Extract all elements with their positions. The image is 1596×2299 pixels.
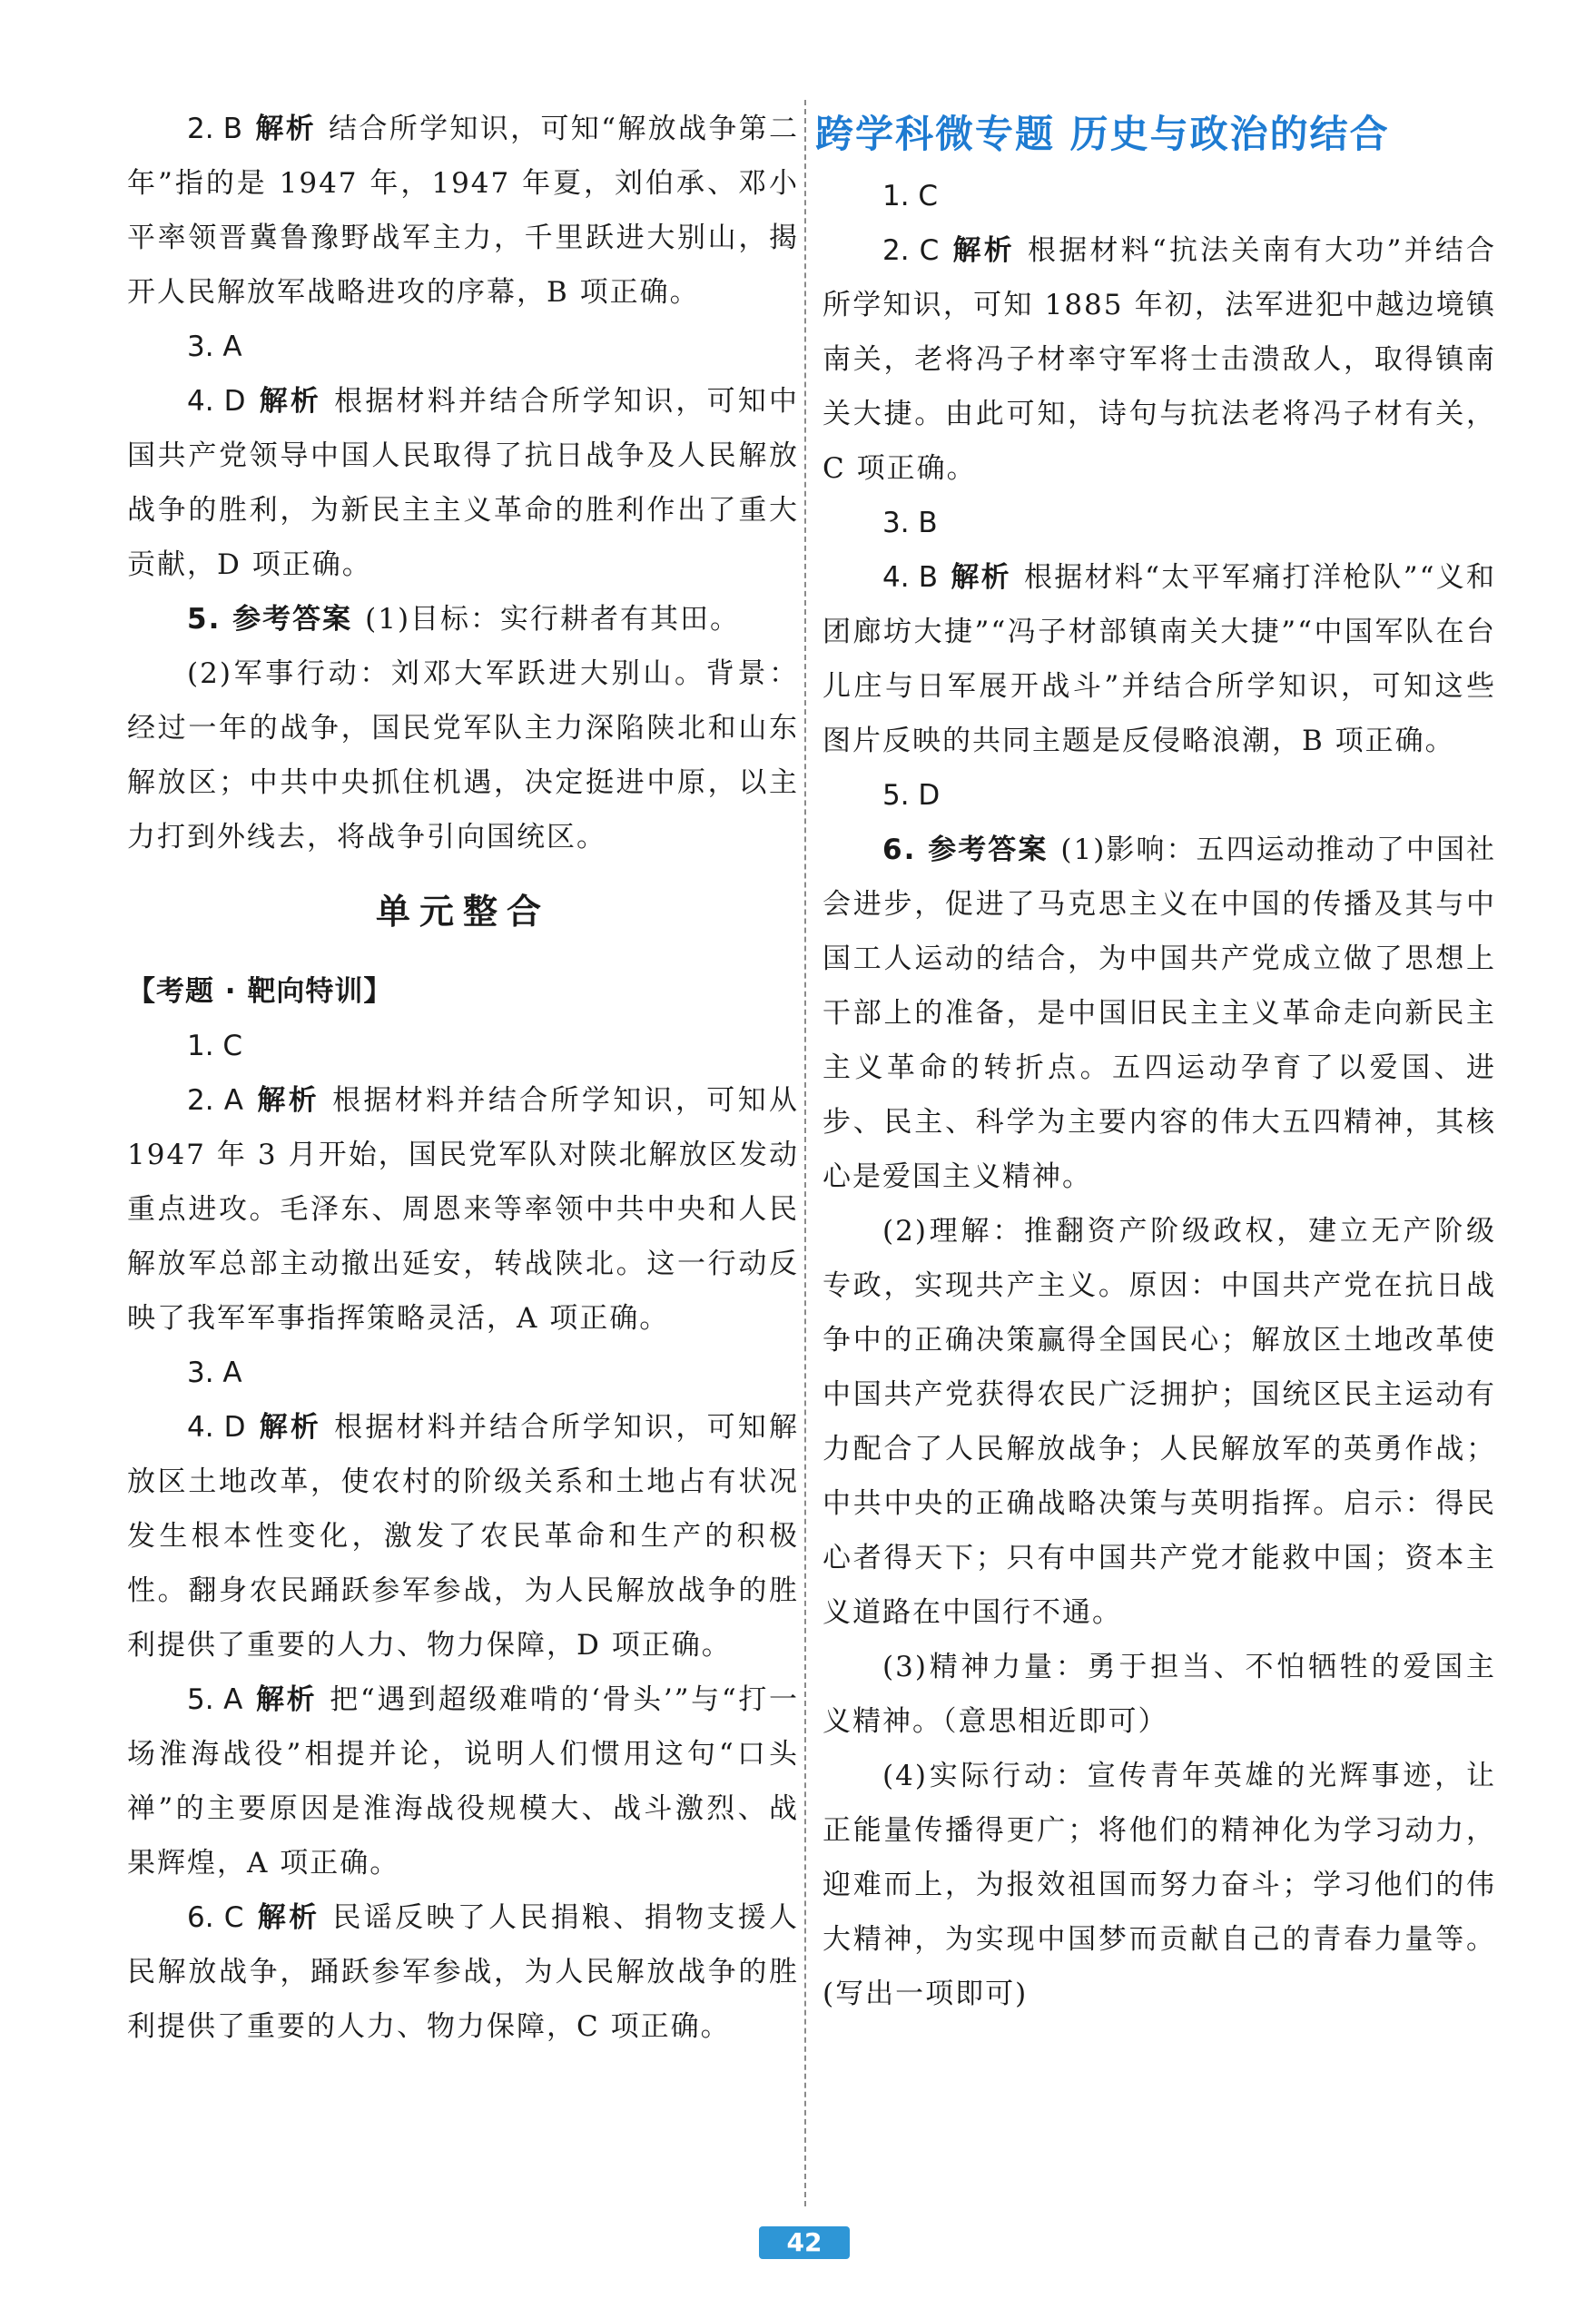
answer-number: 1. C	[187, 1030, 243, 1062]
answer-item	[823, 768, 1496, 823]
answer-number: 4. D	[187, 1411, 246, 1444]
analysis-text: 根据材料并结合所学知识，可知中国共产党领导中国人民取得了抗日战争及人民解放战争的胜利，为新民主主义革命的胜利作出了重大贡献，D 项正确。	[127, 385, 800, 581]
answer-item	[823, 223, 1496, 496]
answer-item	[127, 1019, 799, 1073]
answer-item	[127, 320, 799, 374]
section-subheading: 【考题 · 靶向特训】	[127, 975, 393, 1008]
answer-item	[127, 102, 799, 320]
analysis-label: 解析	[255, 113, 317, 145]
answer-item	[127, 1073, 799, 1346]
answer-number: 5. A	[187, 1683, 243, 1716]
analysis-label: 解析	[256, 1901, 320, 1934]
analysis-label: 解析	[951, 234, 1015, 267]
answer-text: (2)军事行动：刘邓大军跃进大别山。背景：经过一年的战争，国民党军队主力深陷陕北和山东解放区；中共中央抓住机遇，决定挺进中原，以主力打到外线去，将战争引向国统区。	[127, 657, 799, 853]
page-number-badge: 42	[759, 2226, 850, 2259]
analysis-label: 解析	[258, 385, 322, 418]
analysis-label: 解析	[255, 1683, 318, 1716]
answer-number: 3. A	[187, 1357, 242, 1389]
answer-item	[823, 550, 1496, 768]
answer-item	[127, 1890, 799, 2054]
answer-item	[127, 1346, 799, 1400]
answer-item	[823, 496, 1496, 550]
answer-number: 6. C	[187, 1901, 244, 1934]
reference-answer-label: 6. 参考答案	[882, 834, 1049, 866]
analysis-label: 解析	[951, 561, 1011, 594]
answer-number: 1. C	[882, 180, 939, 212]
answer-item	[823, 823, 1496, 1204]
analysis-text: 根据材料“太平军痛打洋枪队”“义和团廊坊大捷”“冯子材部镇南关大捷”“中国军队在台儿庄与日军展开战斗”并结合所学知识，可知这些图片反映的共同主题是反侵略浪潮，B 项正确。	[823, 561, 1497, 757]
answer-item	[823, 169, 1496, 223]
left-column	[127, 102, 799, 2054]
answer-number: 2. A	[187, 1084, 243, 1117]
right-column	[815, 102, 1497, 2021]
answer-number: 3. A	[187, 331, 242, 363]
analysis-text: 民谣反映了人民捐粮、捐物支援人民解放战争，踊跃参军参战，为人民解放战争的胜利提供了重要的人力、物力保障，C 项正确。	[127, 1901, 800, 2043]
section-title: 单元整合	[375, 892, 550, 932]
answer-number: 3. B	[882, 507, 938, 539]
analysis-text: 根据材料“抗法关南有大功”并结合所学知识，可知 1885 年初，法军进犯中越边境镇南关，老将冯子材率守军将士击溃敌人，取得镇南关大捷。由此可知，诗句与抗法老将冯子材有关，C 项正确。	[823, 234, 1497, 485]
analysis-text: 把“遇到超级难啃的‘骨头’”与“打一场淮海战役”相提并论，说明人们惯用这句“口头禅”的主要原因是淮海战役规模大、战斗激烈、战果辉煌，A 项正确。	[127, 1683, 799, 1880]
answer-item	[127, 1672, 799, 1890]
answer-number: 4. B	[882, 561, 939, 594]
answer-text: (1)影响：五四运动推动了中国社会进步，促进了马克思主义在中国的传播及其与中国工人运动的结合，为中国共产党成立做了思想上干部上的准备，是中国旧民主主义革命走向新民主主义革命的转折点。五四运动孕育了以爱国、进步、民主、科学为主要内容的伟大五四精神，其核心是爱国主义精神。	[823, 834, 1496, 1193]
column-divider	[804, 100, 806, 2206]
analysis-text: 根据材料并结合所学知识，可知从 1947 年 3 月开始，国民党军队对陕北解放区发动重点进攻。毛泽东、周恩来等率领中共中央和人民解放军总部主动撤出延安，转战陕北。这一行动反映了我军军事指挥策略灵活，A 项正确。	[127, 1084, 800, 1335]
answer-text: (2)理解：推翻资产阶级政权，建立无产阶级专政，实现共产主义。原因：中国共产党在抗日战争中的正确决策赢得全国民心；解放区土地改革使中国共产党获得农民广泛拥护；国统区民主运动有力配合了人民解放战争；人民解放军的英勇作战；中共中央的正确战略决策与英明指挥。启示：得民心者得天下；只有中国共产党才能救中国；资本主义道路在中国行不通。	[823, 1215, 1496, 1629]
answer-item	[127, 374, 799, 592]
answer-number: 4. D	[187, 385, 246, 418]
answer-item	[127, 592, 799, 646]
topic-title: 跨学科微专题 历史与政治的结合	[815, 112, 1390, 156]
answer-item	[127, 1400, 799, 1672]
answer-number: 2. B	[187, 113, 243, 145]
answer-text: (1)目标：实行耕者有其田。	[365, 603, 741, 636]
answer-text: (3)精神力量：勇于担当、不怕牺牲的爱国主义精神。（意思相近即可）	[823, 1651, 1496, 1738]
reference-answer-label: 5. 参考答案	[187, 603, 353, 636]
analysis-label: 解析	[258, 1411, 322, 1444]
analysis-label: 解析	[256, 1084, 320, 1117]
answer-text: (4)实际行动：宣传青年英雄的光辉事迹，让正能量传播得更广；将他们的精神化为学习动力，迎难而上，为报效祖国而努力奋斗；学习他们的伟大精神，为实现中国梦而贡献自己的青春力量等。(写出一项即可)	[823, 1760, 1496, 2010]
answer-number: 2. C	[882, 234, 940, 267]
analysis-text: 根据材料并结合所学知识，可知解放区土地改革，使农村的阶级关系和土地占有状况发生根本性变化，激发了农民革命和生产的积极性。翻身农民踊跃参军参战，为人民解放战争的胜利提供了重要的人力、物力保障，D 项正确。	[127, 1411, 800, 1662]
answer-number: 5. D	[882, 779, 941, 812]
analysis-text: 结合所学知识，可知“解放战争第二年”指的是 1947 年，1947 年夏，刘伯承、邓小平率领晋冀鲁豫野战军主力，千里跃进大别山，揭开人民解放军战略进攻的序幕，B 项正确。	[127, 113, 800, 309]
